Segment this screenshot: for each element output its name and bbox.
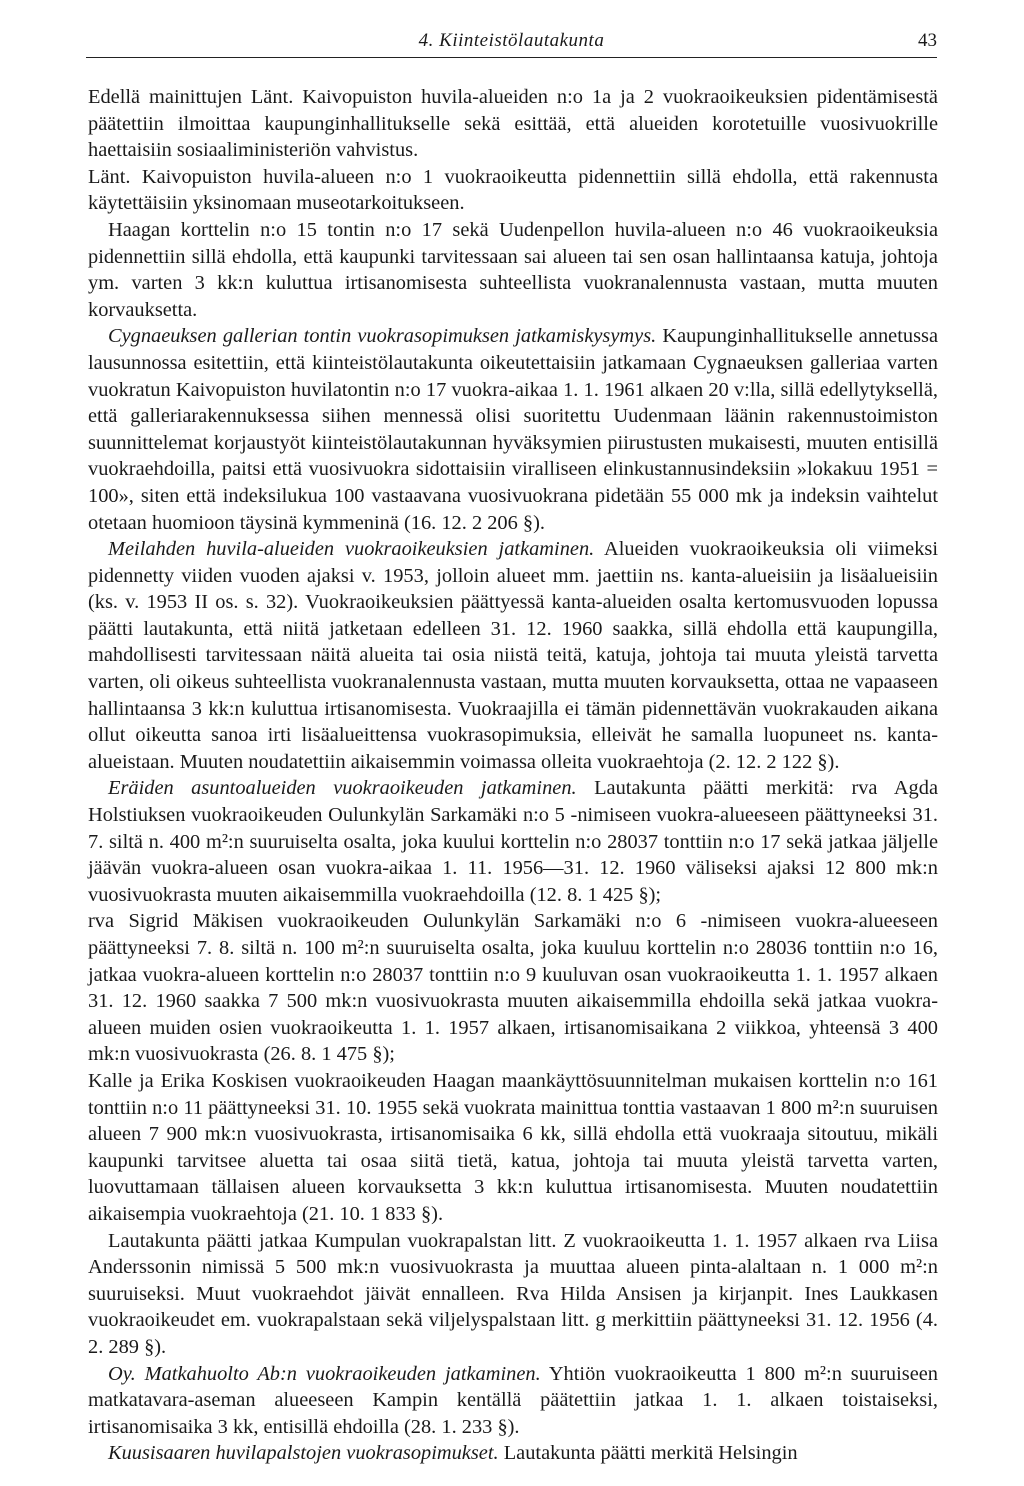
paragraph-heading: Meilahden huvila-alueiden vuokraoikeuksien jatkaminen.	[108, 538, 595, 561]
paragraph	[88, 775, 938, 908]
paragraph-heading: Oy. Matkahuolto Ab:n vuokraoikeuden jatkaminen.	[108, 1362, 541, 1385]
paragraph	[88, 84, 938, 164]
paragraph	[88, 1068, 938, 1228]
paragraph-text: Yhtiön vuokraoikeutta 1 800 m²:n suuruiseen matkatavara-aseman alueeseen Kampin kentällä päätettiin jatkaa 1. 1. alkaen toistaiseksi, irtisanomisaika 3 kk, entisillä ehdoilla (28. 1. 233 §).	[88, 1362, 939, 1438]
paragraph	[88, 1440, 938, 1467]
paragraph-heading: Eräiden asuntoalueiden vuokraoikeuden jatkaminen.	[108, 777, 577, 800]
paragraph-text: Alueiden vuokraoikeuksia oli viimeksi pidennetty viiden vuoden ajaksi v. 1953, jolloin alueet mm. jaettiin ns. kanta-alueisiin ja lisäalueisiin (ks. v. 1953 II os. s. 32). Vuokraoikeuksien päättyessä kanta-alueiden osalta kertomusvuoden lopussa päätti lautakunta, että niitä jatketaan edelleen 31. 12. 1960 saakka, sillä ehdolla että kaupungilla, mahdollisesti tarvitessaan näitä alueita tai osia niistä teitä, katuja, johtoja tai muuta yleistä tarvetta varten, oli oikeus suhteellista vuokranalennusta vastaan, mutta muuten korvauksetta, ottaa ne vapaaseen hallintaansa 3 kk:n kuluttua irtisanomisesta. Vuokraajilla ei tämän pidennettävän vuokrakauden aikana ollut oikeutta sanoa irti lisäalueittensa vuokrasopimuksia, elleivät he samalla luopuneet ns. kanta-alueistaan. Muuten noudatettiin aikaisemmin voimassa olleita vuokraehtoja (2. 12. 2 122 §).	[88, 538, 938, 773]
paragraph-heading: Cygnaeuksen gallerian tontin vuokrasopimuksen jatkamiskysymys.	[108, 325, 657, 348]
paragraph-text: Lautakunta päätti merkitä: rva Agda Holstiuksen vuokraoikeuden Oulunkylän Sarkamäki n:o 5 -nimiseen vuokra-alueeseen päättyneeksi 31. 7. siltä n. 400 m²:n suuruiselta osalta, joka kuului korttelin n:o 28037 tonttiin n:o 17 sekä jatkaa jäljelle jäävän vuokra-alueen osan vuokra-aikaa 1. 11. 1956—31. 12. 1960 väliseksi ajaksi 12 800 mk:n vuosivuokrasta muuten aikaisemmilla vuokraehdoilla (12. 8. 1 425 §);	[88, 777, 938, 906]
page-number: 43	[918, 30, 937, 51]
paragraph-text: Kalle ja Erika Koskisen vuokraoikeuden Haagan maankäyttösuunnitelman mukaisen korttelin n:o 161 tonttiin n:o 11 päättyneeksi 31. 10. 1955 sekä vuokrata mainittua tonttia vastaavan 1 800 m²:n suuruisen alueen 7 900 mk:n vuosivuokrasta, irtisanomisaika 6 kk, sillä ehdolla että vuokraaja sitoutuu, mikäli kaupunki tarvitsee aluetta tai osaa siitä tietä, katua, johtoja tai muuta yleistä tarvetta varten, luovuttamaan tällaisen alueen korvauksetta 3 kk:n kuluttua irtisanomisesta. Muuten noudatettiin aikaisempia vuokraehtoja (21. 10. 1 833 §).	[88, 1069, 938, 1225]
paragraph-heading: Kuusisaaren huvilapalstojen vuokrasopimukset.	[108, 1442, 499, 1465]
paragraph	[88, 1228, 938, 1361]
paragraph-text: Haagan korttelin n:o 15 tontin n:o 17 sekä Uudenpellon huvila-alueen n:o 46 vuokraoikeuksia pidennettiin sillä ehdolla, että kaupunki tarvitessaan sai alueen tai sen osan hallintaansa katuja, johtoja ym. varten 3 kk:n kuluttua irtisanomisesta suhteellista vuokranalennusta vastaan, mutta muuten korvauksetta.	[88, 218, 938, 321]
paragraph-text: rva Sigrid Mäkisen vuokraoikeuden Oulunkylän Sarkamäki n:o 6 -nimiseen vuokra-alueeseen päättyneeksi 7. 8. siltä n. 100 m²:n suuruiselta osalta, joka kuuluu korttelin n:o 28036 tonttiin n:o 16, jatkaa vuokra-alueen korttelin n:o 28037 tonttiin n:o 9 kuuluvan osan vuokraoikeutta 1. 1. 1957 alkaen 31. 12. 1960 saakka 7 500 mk:n vuosivuokrasta muuten aikaisemmilla ehdoilla sekä jatkaa vuokra-alueen muiden osien vuokraoikeutta 1. 1. 1957 alkaen, irtisanomisaikana 2 viikkoa, yhteensä 3 400 mk:n vuosivuokrasta (26. 8. 1 475 §);	[88, 910, 938, 1066]
body-text	[88, 84, 938, 1467]
paragraph	[88, 908, 938, 1068]
paragraph-text: Lautakunta päätti merkitä Helsingin	[498, 1442, 798, 1465]
paragraph-text: Länt. Kaivopuiston huvila-alueen n:o 1 vuokraoikeutta pidennettiin sillä ehdolla, että rakennusta käytettäisiin yksinomaan museotarkoitukseen.	[88, 165, 938, 215]
paragraph-text: Edellä mainittujen Länt. Kaivopuiston huvila-alueiden n:o 1a ja 2 vuokraoikeuksien pidentämisestä päätettiin ilmoittaa kaupunginhallitukselle sekä esittää, että alueiden korotetuille vuosivuokrille haettaisiin sosiaaliministeriön vahvistus.	[88, 86, 938, 162]
paragraph	[88, 536, 938, 775]
paragraph	[88, 217, 938, 323]
paragraph-text: Kaupunginhallitukselle annetussa lausunnossa esitettiin, että kiinteistölautakunta oikeutettaisiin jatkamaan Cygnaeuksen galleriaa varten vuokratun Kaivopuiston huvilatontin n:o 17 vuokra-aikaa 1. 1. 1961 alkaen 20 v:lla, sillä edellytyksellä, että galleriarakennuksessa siihen mennessä olisi suoritettu Uudenmaan läänin rakennustoimiston suunnittelemat korjaustyöt kiinteistölautakunnan hyväksymien piirustusten mukaisesti, muuten entisillä vuokraehdoilla, paitsi että vuosivuokra sidottaisiin viralliseen elinkustannusindeksiin »lokakuu 1951 = 100», siten että indeksilukua 100 vastaavana vuosivuokrana pidetään 55 000 mk ja indeksin vaihtelut otetaan huomioon täysinä kymmeninä (16. 12. 2 206 §).	[88, 325, 938, 534]
chapter-title: 4. Kiinteistölautakunta	[418, 30, 605, 51]
paragraph	[88, 164, 938, 217]
paragraph	[88, 323, 938, 536]
running-header	[86, 30, 937, 60]
header-rule	[86, 57, 937, 58]
paragraph-text: Lautakunta päätti jatkaa Kumpulan vuokrapalstan litt. Z vuokraoikeutta 1. 1. 1957 alkaen rva Liisa Anderssonin nimissä 5 500 mk:n vuosivuokrasta ja muuttaa alueen pinta-alaltaan n. 1 000 m²:n suuruiseksi. Muut vuokraehdot jäivät ennalleen. Rva Hilda Ansisen ja kirjanpit. Ines Laukkasen vuokraoikeudet em. vuokrapalstaan sekä viljelyspalstaan litt. g merkittiin päättyneeksi 31. 12. 1956 (4. 2. 289 §).	[88, 1229, 938, 1358]
paragraph	[88, 1361, 938, 1441]
